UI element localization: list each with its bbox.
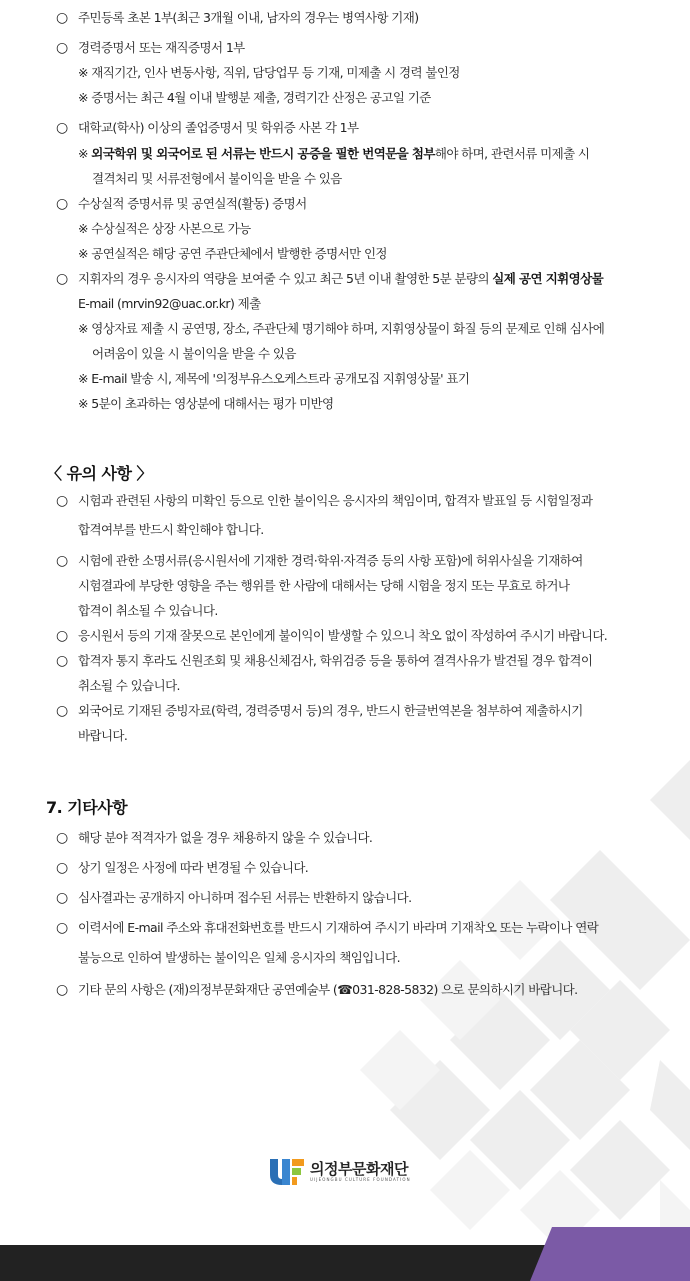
footer-accent-shape	[530, 1227, 690, 1281]
note-line: 어려움이 있을 시 불이익을 받을 수 있음	[92, 346, 296, 361]
section-heading-misc: 7. 기타사항	[46, 798, 128, 817]
list-item: ○ 응시원서 등의 기재 잘못으로 본인에게 불이익이 발생할 수 있으니 착오 없이 작성하여 주시기 바랍니다.	[56, 628, 608, 644]
bullet-circle-icon: ○	[56, 653, 68, 669]
note-line: ※ 공연실적은 해당 공연 주관단체에서 발행한 증명서만 인정	[78, 246, 387, 261]
bullet-circle-icon: ○	[56, 628, 68, 644]
bullet-circle-icon: ○	[56, 982, 68, 998]
list-item: ○ 합격자 통지 후라도 신원조회 및 채용신체검사, 학위검증 등을 통하여 결격사유가 발견될 경우 합격이	[56, 653, 593, 669]
list-item: ○ 심사결과는 공개하지 아니하며 접수된 서류는 반환하지 않습니다.	[56, 890, 412, 906]
list-item: ○ 경력증명서 또는 재직증명서 1부	[56, 40, 245, 56]
list-item: ○ 해당 분야 적격자가 없을 경우 채용하지 않을 수 있습니다.	[56, 830, 373, 846]
list-item: ○ 대학교(학사) 이상의 졸업증명서 및 학위증 사본 각 1부	[56, 120, 359, 136]
list-item: ○ 외국어로 기재된 증빙자료(학력, 경력증명서 등)의 경우, 반드시 한글번역본을 첨부하여 제출하시기	[56, 703, 583, 719]
bullet-circle-icon: ○	[56, 890, 68, 906]
bullet-circle-icon: ○	[56, 553, 68, 569]
note-line: ※ 영상자료 제출 시 공연명, 장소, 주관단체 명기해야 하며, 지휘영상물이 화질 등의 문제로 인해 심사에	[78, 321, 605, 336]
continuation-line: 바랍니다.	[78, 728, 128, 743]
note-line: ※ 증명서는 최근 4월 이내 발행분 제출, 경력기간 산정은 공고일 기준	[78, 90, 431, 105]
continuation-line: 합격여부를 반드시 확인해야 합니다.	[78, 522, 264, 537]
note-line: ※ E-mail 발송 시, 제목에 '의정부유스오케스트라 공개모집 지휘영상물' 표기	[78, 371, 470, 386]
bullet-circle-icon: ○	[56, 10, 68, 26]
continuation-line: 합격이 취소될 수 있습니다.	[78, 603, 218, 618]
continuation-line: 불능으로 인하여 발생하는 불이익은 일체 응시자의 책임입니다.	[78, 950, 400, 965]
continuation-line: 시험결과에 부당한 영향을 주는 행위를 한 사람에 대해서는 당해 시험을 정지 또는 무효로 하거나	[78, 578, 570, 593]
list-item: ○ 주민등록 초본 1부(최근 3개월 이내, 남자의 경우는 병역사항 기재)	[56, 10, 419, 26]
bullet-circle-icon: ○	[56, 271, 68, 287]
bullet-circle-icon: ○	[56, 40, 68, 56]
list-item: ○ 지휘자의 경우 응시자의 역량을 보여줄 수 있고 최근 5년 이내 촬영한 5분 분량의 실제 공연 지휘영상물	[56, 271, 604, 287]
bullet-circle-icon: ○	[56, 830, 68, 846]
foundation-logo	[268, 1157, 411, 1187]
note-line: ※ 5분이 초과하는 영상분에 대해서는 평가 미반영	[78, 396, 334, 411]
foundation-emblem-icon	[268, 1157, 306, 1187]
email-line: E-mail (mrvin92@uac.or.kr) 제출	[78, 296, 261, 311]
bullet-circle-icon: ○	[56, 493, 68, 509]
foundation-subtitle: UIJEONGBU CULTURE FOUNDATION	[310, 1177, 411, 1182]
list-item: ○ 시험과 관련된 사항의 미확인 등으로 인한 불이익은 응시자의 책임이며, 합격자 발표일 등 시험일정과	[56, 493, 593, 509]
bullet-circle-icon: ○	[56, 860, 68, 876]
note-line: ※ 재직기간, 인사 변동사항, 직위, 담당업무 등 기재, 미제출 시 경력 불인정	[78, 65, 460, 80]
list-item: ○ 수상실적 증명서류 및 공연실적(활동) 증명서	[56, 196, 307, 212]
foundation-name: 의정부문화재단	[310, 1160, 408, 1178]
bullet-circle-icon: ○	[56, 703, 68, 719]
section-heading-notice: 〈 유의 사항 〉	[46, 464, 153, 483]
note-line: 결격처리 및 서류전형에서 불이익을 받을 수 있음	[92, 171, 342, 186]
list-item: ○ 기타 문의 사항은 (재)의정부문화재단 공연예술부 (☎031-828-5832) 으로 문의하시기 바랍니다.	[56, 982, 578, 998]
continuation-line: 취소될 수 있습니다.	[78, 678, 180, 693]
note-line: ※ 수상실적은 상장 사본으로 가능	[78, 221, 251, 236]
list-item: ○ 이력서에 E-mail 주소와 휴대전화번호를 반드시 기재하여 주시기 바라며 기재착오 또는 누락이나 연락	[56, 920, 599, 936]
bullet-circle-icon: ○	[56, 920, 68, 936]
bullet-circle-icon: ○	[56, 196, 68, 212]
note-line: ※ 외국학위 및 외국어로 된 서류는 반드시 공증을 필한 번역문을 첨부해야 하며, 관련서류 미제출 시	[78, 146, 590, 161]
list-item: ○ 상기 일정은 사정에 따라 변경될 수 있습니다.	[56, 860, 309, 876]
bullet-circle-icon: ○	[56, 120, 68, 136]
list-item: ○ 시험에 관한 소명서류(응시원서에 기재한 경력·학위·자격증 등의 사항 포함)에 허위사실을 기재하여	[56, 553, 583, 569]
